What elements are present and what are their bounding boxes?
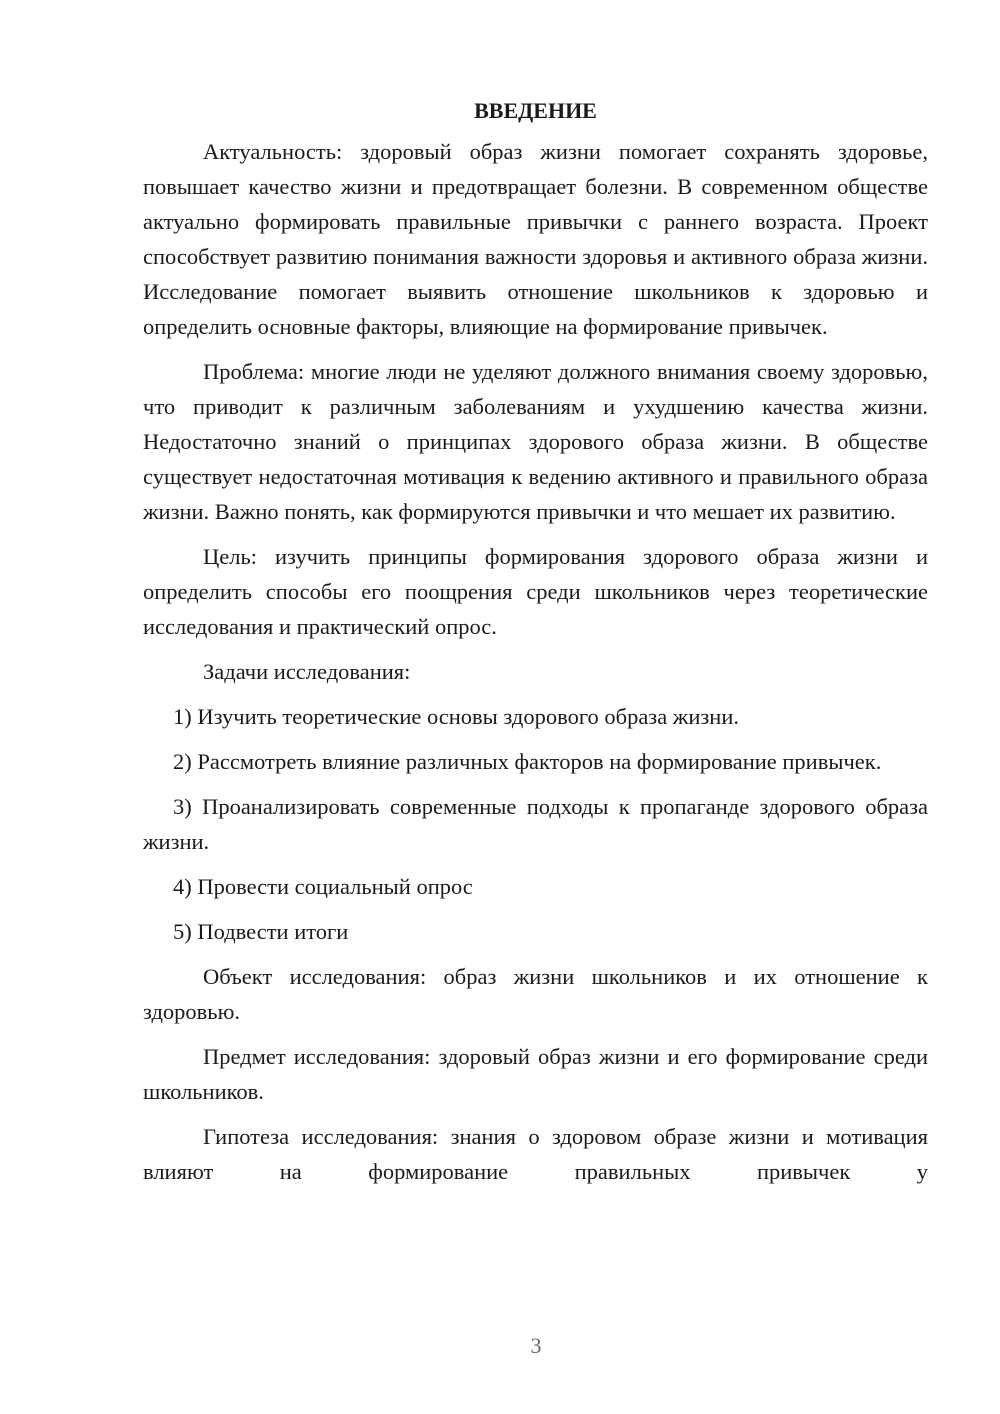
hypothesis-paragraph: Гипотеза исследования: знания о здоровом образе жизни и мотивация влияют на формирование правильных привычек у bbox=[143, 1124, 928, 1184]
tasks-title: Задачи исследования: bbox=[203, 659, 411, 684]
page-number: 3 bbox=[530, 1333, 542, 1358]
task-item: 4) Провести социальный опрос bbox=[173, 874, 473, 899]
relevance-paragraph: Актуальность: здоровый образ жизни помогает сохранять здоровье, повышает качество жизни и предотвращает болезни. В современном обществе актуально формировать правильные привычки с раннего возраста. Проект способствует развитию понимания важности здоровья и активного образа жизни. Исследование помогает выявить отношение школьников к здоровью и определить основные факторы, влияющие на формирование привычек. bbox=[143, 139, 928, 339]
subject-paragraph: Предмет исследования: здоровый образ жизни и его формирование среди школьников. bbox=[143, 1044, 928, 1104]
section-heading: ВВЕДЕНИЕ bbox=[474, 98, 597, 123]
document-page bbox=[143, 96, 928, 1199]
goal-paragraph: Цель: изучить принципы формирования здорового образа жизни и определить способы его поощрения среди школьников через теоретические исследования и практический опрос. bbox=[143, 544, 928, 639]
task-item: 5) Подвести итоги bbox=[173, 919, 349, 944]
task-item: 2) Рассмотреть влияние различных факторов на формирование привычек. bbox=[173, 749, 882, 774]
task-item: 1) Изучить теоретические основы здорового образа жизни. bbox=[173, 704, 739, 729]
problem-paragraph: Проблема: многие люди не уделяют должного внимания своему здоровью, что приводит к различным заболеваниям и ухудшению качества жизни. Недостаточно знаний о принципах здорового образа жизни. В обществе существует недостаточная мотивация к ведению активного и правильного образа жизни. Важно понять, как формируются привычки и что мешает их развитию. bbox=[143, 359, 928, 524]
task-item: 3) Проанализировать современные подходы к пропаганде здорового образа жизни. bbox=[143, 794, 928, 854]
object-paragraph: Объект исследования: образ жизни школьников и их отношение к здоровью. bbox=[143, 964, 928, 1024]
